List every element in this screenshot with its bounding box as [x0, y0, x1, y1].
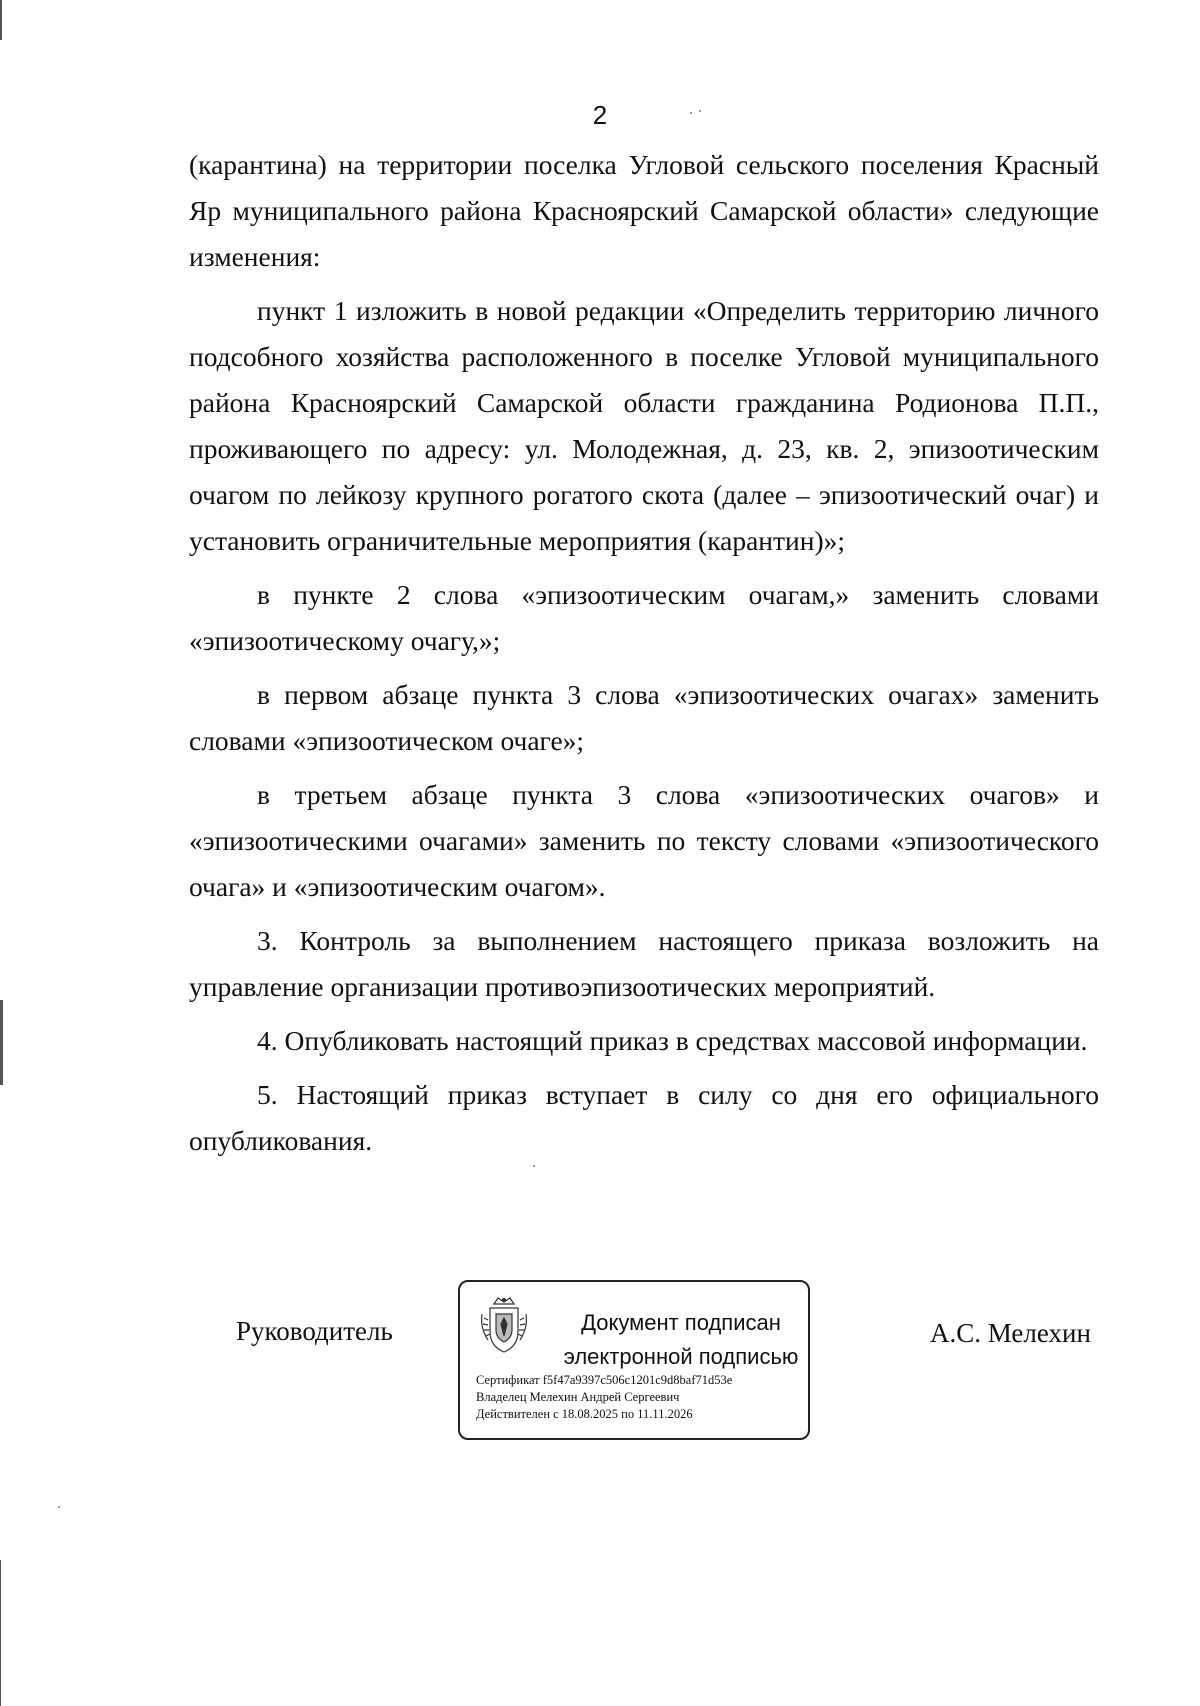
paragraph: в первом абзаце пункта 3 слова «эпизоотических очагах» заменить словами «эпизоотическом очаге»;	[189, 679, 1099, 756]
scan-edge-mark	[0, 1560, 1, 1706]
scan-edge-mark	[0, 0, 2, 40]
paragraph: 3. Контроль за выполнением настоящего приказа возложить на управление организации противоэпизоотических мероприятий.	[189, 925, 1099, 1002]
certificate-owner: Владелец Мелехин Андрей Сергеевич	[476, 1390, 680, 1404]
stamp-title	[560, 1306, 802, 1374]
paragraph: пункт 1 изложить в новой редакции «Определить территорию личного подсобного хозяйства расположенного в поселке Угловой муниципального района Красноярский Самарской области гражданина Родионова П.П., проживающего по адресу: ул. Молодежная, д. 23, кв. 2, эпизоотическим очагом по лейкозу крупного рогатого скота (далее – эпизоотический очаг) и установить ограничительные мероприятия (карантин)»;	[189, 295, 1099, 556]
stamp-title-line: электронной подписью	[563, 1344, 799, 1369]
page-number: 2	[592, 100, 608, 130]
signatory-name: А.С. Мелехин	[930, 1318, 1091, 1348]
paragraph: 4. Опубликовать настоящий приказ в средствах массовой информации.	[257, 1025, 1088, 1056]
stamp-title-line: Документ подписан	[581, 1310, 781, 1335]
document-body	[189, 142, 1099, 1172]
paragraph: (карантина) на территории поселка Угловой сельского поселения Красный Яр муниципального района Красноярский Самарской области» следующие изменения:	[189, 149, 1099, 272]
paragraph: 5. Настоящий приказ вступает в силу со дня его официального опубликования.	[189, 1079, 1099, 1156]
samara-coat-of-arms-icon	[478, 1296, 530, 1354]
signature-block	[0, 1280, 1200, 1450]
certificate-validity: Действителен с 18.08.2025 по 11.11.2026	[476, 1407, 693, 1421]
signatory-position: Руководитель	[236, 1316, 393, 1346]
paragraph: в пункте 2 слова «эпизоотическим очагам,» заменить словами «эпизоотическому очагу,»;	[189, 579, 1099, 656]
scan-edge-mark	[0, 1000, 3, 1085]
certificate-number: Сертификат f5f47a9397c506c1201c9d8baf71d53e	[476, 1373, 733, 1387]
paragraph: в третьем абзаце пункта 3 слова «эпизоотических очагов» и «эпизоотическими очагами» заменить по тексту словами «эпизоотического очага» и «эпизоотическим очагом».	[189, 779, 1099, 902]
electronic-signature-stamp	[458, 1280, 810, 1440]
stamp-details	[476, 1372, 806, 1423]
scan-speck	[58, 1506, 60, 1508]
